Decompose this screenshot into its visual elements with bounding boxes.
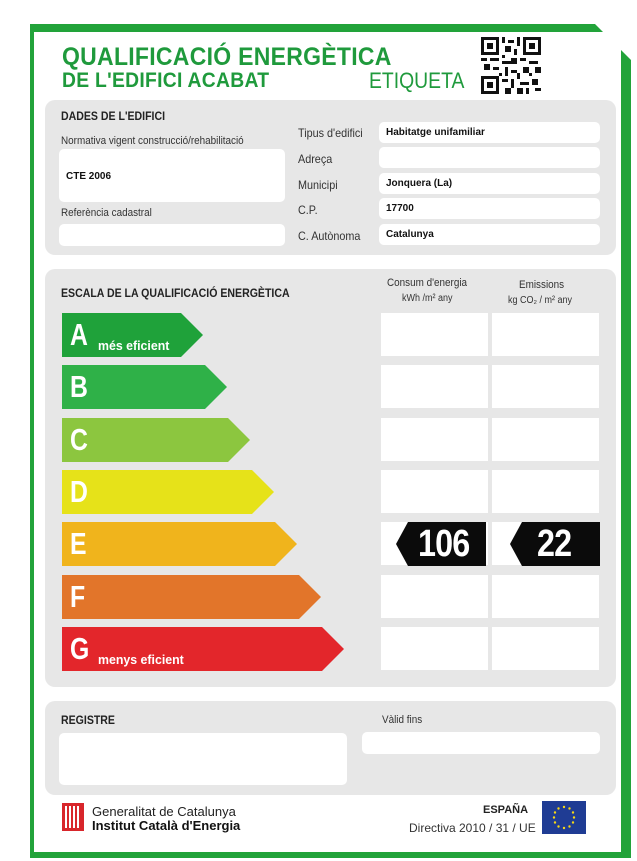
emissions-cell-g bbox=[492, 627, 599, 670]
field-value-building-type: Habitatge unifamiliar bbox=[386, 127, 485, 138]
registry-title: REGISTRE bbox=[61, 713, 115, 727]
field-box-postal-code bbox=[379, 198, 600, 219]
consumption-unit: kWh /m² any bbox=[402, 293, 453, 304]
consumption-cell-g bbox=[381, 627, 488, 670]
class-sub-label-a: més eficient bbox=[98, 338, 170, 353]
country-label: ESPAÑA bbox=[483, 804, 529, 816]
valid-until-label: Vàlid fins bbox=[382, 714, 423, 726]
class-letter-g: G bbox=[70, 631, 90, 666]
emissions-header: Emissions bbox=[519, 279, 565, 291]
norm-label: Normativa vigent construcció/rehabilitació bbox=[61, 135, 244, 147]
class-sub-label-g: menys eficient bbox=[98, 652, 184, 667]
consumption-cell-a bbox=[381, 313, 488, 356]
norm-value: CTE 2006 bbox=[66, 171, 112, 182]
class-arrow-c bbox=[62, 418, 250, 462]
class-letter-d: D bbox=[70, 474, 88, 509]
class-letter-a: A bbox=[70, 317, 88, 352]
emissions-rating-value: 22 bbox=[537, 523, 572, 565]
valid-until-box bbox=[362, 732, 600, 754]
org-line-2: Institut Català d'Energia bbox=[92, 818, 241, 833]
field-label-address: Adreça bbox=[298, 152, 333, 166]
registry-value-box bbox=[59, 733, 347, 785]
field-label-postal-code: C.P. bbox=[298, 203, 318, 217]
scale-title: ESCALA DE LA QUALIFICACIÓ ENERGÈTICA bbox=[61, 286, 290, 300]
directive-label: Directiva 2010 / 31 / UE bbox=[409, 821, 536, 835]
consumption-header: Consum d'energia bbox=[387, 277, 468, 289]
class-letter-b: B bbox=[70, 369, 88, 404]
field-box-municipality bbox=[379, 173, 600, 194]
etiqueta-label: ETIQUETA bbox=[369, 68, 465, 93]
emissions-cell-d bbox=[492, 470, 599, 513]
class-letter-c: C bbox=[70, 422, 88, 457]
field-box-building-type bbox=[379, 122, 600, 143]
generalitat-logo-icon bbox=[62, 803, 84, 836]
consumption-rating-value: 106 bbox=[418, 523, 470, 565]
emissions-cell-c bbox=[492, 418, 599, 461]
field-value-postal-code: 17700 bbox=[386, 203, 414, 214]
field-box-address bbox=[379, 147, 600, 168]
title-line-1: QUALIFICACIÓ ENERGÈTICA bbox=[62, 43, 392, 71]
cadastral-label: Referència cadastral bbox=[61, 207, 152, 219]
class-letter-e: E bbox=[70, 526, 87, 561]
field-label-municipality: Municipi bbox=[298, 178, 338, 192]
consumption-cell-c bbox=[381, 418, 488, 461]
field-label-region: C. Autònoma bbox=[298, 229, 361, 243]
building-data-title: DADES DE L'EDIFICI bbox=[61, 109, 166, 123]
field-value-municipality: Jonquera (La) bbox=[386, 178, 453, 189]
cadastral-value-box bbox=[59, 224, 285, 246]
emissions-cell-b bbox=[492, 365, 599, 408]
class-letter-f: F bbox=[70, 579, 86, 614]
emissions-cell-a bbox=[492, 313, 599, 356]
eu-flag-icon bbox=[542, 801, 586, 839]
field-box-region bbox=[379, 224, 600, 245]
title-line-2: DE L'EDIFICI ACABAT bbox=[62, 69, 270, 92]
class-arrow-d bbox=[62, 470, 274, 514]
emissions-cell-f bbox=[492, 575, 599, 618]
consumption-cell-f bbox=[381, 575, 488, 618]
field-value-region: Catalunya bbox=[386, 229, 434, 240]
qr-code-icon bbox=[481, 37, 541, 94]
norm-value-box bbox=[59, 149, 285, 202]
class-arrow-e bbox=[62, 522, 297, 566]
consumption-cell-d bbox=[381, 470, 488, 513]
emissions-unit: kg CO₂ / m² any bbox=[508, 295, 573, 306]
field-label-building-type: Tipus d'edifici bbox=[298, 126, 363, 140]
class-arrow-f bbox=[62, 575, 321, 619]
org-line-1: Generalitat de Catalunya bbox=[92, 804, 236, 819]
consumption-cell-b bbox=[381, 365, 488, 408]
